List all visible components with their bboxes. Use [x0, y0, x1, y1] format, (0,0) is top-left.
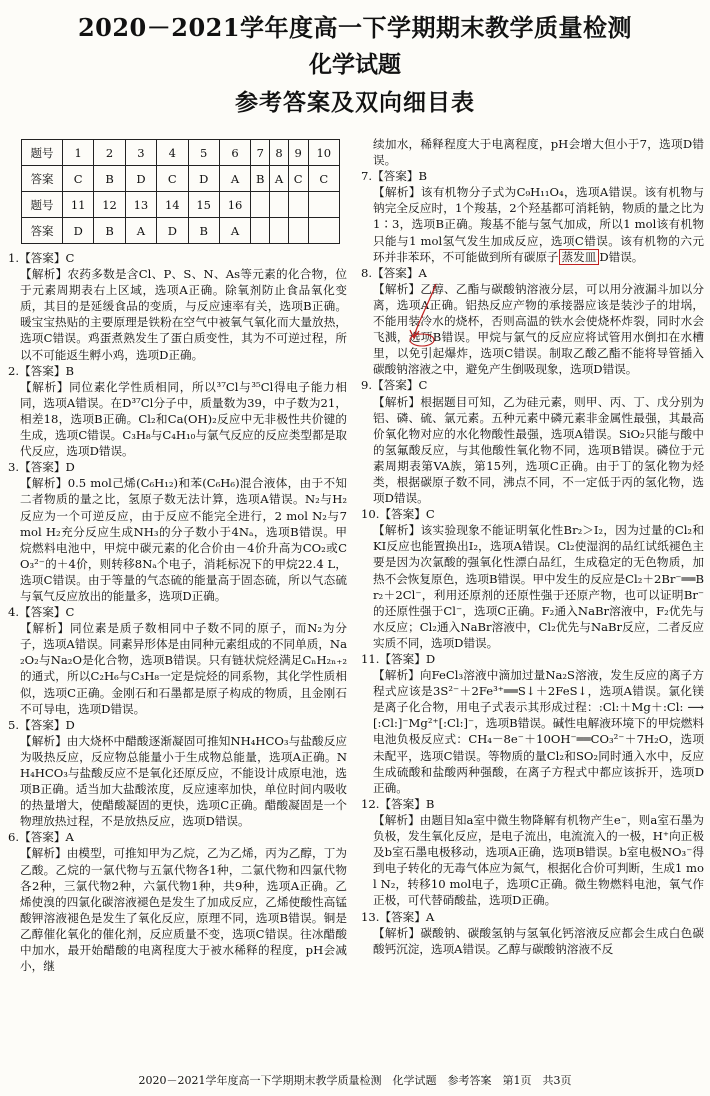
solution-11-answer: 11.【答案】D: [361, 652, 436, 666]
solution-1-explanation: 【解析】农药多数是含Cl、P、S、N、As等元素的化合物，位于元素周期表右上区域，选项A正确。除氧剂防止食品氧化变质，其目的是延缓食品的变质，与反应速率有关，选项B正确。暖宝宝热贴的主要原理是铁粉在空气中被氧气氧化而大量放热，选项C错误。鸡蛋煮熟发生了蛋白质变性，其为不可逆过程，所以不可能返生孵小鸡，选项D正确。: [20, 267, 347, 362]
page-title: 2020－2021学年度高一下学期期末教学质量检测: [77, 13, 633, 42]
table-cell: D: [188, 166, 219, 192]
solution-10-answer: 10.【答案】C: [361, 507, 435, 522]
solution-2-answer: 2.【答案】B: [8, 363, 74, 378]
table-cell: C: [288, 166, 308, 192]
annotation-box: 蒸发皿: [559, 249, 600, 265]
table-cell: [288, 192, 308, 218]
table-cell: 6: [219, 140, 250, 166]
solution-13-answer: 13.【答案】A: [361, 909, 435, 924]
solution-13-explanation: 【解析】碳酸钠、碳酸氢钠与氢氧化钙溶液反应都会生成白色碳酸钙沉淀，选项A错误。乙醇与碳酸钠溶液不反: [373, 925, 704, 956]
table-cell: A: [125, 218, 156, 244]
table-cell: 5: [188, 140, 219, 166]
table-cell: 14: [157, 192, 188, 218]
table-cell: A: [219, 218, 250, 244]
table-cell: D: [63, 218, 94, 244]
table-cell: C: [308, 166, 339, 192]
table-cell: B: [94, 218, 125, 244]
solution-4-explanation: 【解析】同位素是质子数相同中子数不同的原子，而N₂为分子，选项A错误。同素异形体是由同种元素组成的不同单质，Na₂O₂与Na₂O是化合物，选项B错误。只有链状烷烃满足CₙH₂ₙ₊₂的通式，所以C₂H₆与C₃H₈一定是烷烃的同系物，其化学性质相似，选项C正确。金刚石和石墨都是原子构成的物质，且金刚石不可导电，选项D错误。: [20, 621, 347, 716]
table-row: [22, 140, 340, 166]
solution-7-answer: 7.【答案】B: [361, 169, 427, 184]
table-cell: 答案: [22, 166, 63, 192]
table-cell: [251, 218, 270, 244]
solution-7-explanation: 【解析】该有机物分子式为C₉H₁₁O₄，选项A错误。该有机物与钠完全反应时，1个羧基，2个羟基都可消耗钠，物质的量之比为1∶3，选项B正确。羧基不能与氢气加成，所以1 mol该有机物只能与1 mol氢气发生加成反应，选项C错误。该有机物的六元环并非苯环，不可能做到所有碳原子 蒸发皿 D错误。: [373, 185, 704, 264]
table-cell: [308, 218, 339, 244]
solution-9-explanation: 【解析】根据题目可知，乙为硅元素，则甲、丙、丁、戊分别为铝、磷、硫、氯元素。五种元素中磷元素非金属性最强，其最高价氧化物对应的水化物酸性最强，选项A错误。SiO₂只能与酸中的氢氟酸反应，与其他酸性氧化物不同，选项B错误。磷位于元素周期表第VA族，第15列，选项C正确。由于丁的氢化物为烃类，根据碳原子数不同，沸点不同，不一定低于丙的氢化物，选项D错误。: [373, 394, 704, 506]
table-cell: [270, 218, 289, 244]
table-cell: 7: [251, 140, 270, 166]
table-cell: 11: [63, 192, 94, 218]
answer-table: [21, 139, 340, 244]
table-cell: 8: [270, 140, 289, 166]
solution-5-explanation: 【解析】由大烧杯中醋酸逐渐凝固可推知NH₄HCO₃与盐酸反应为吸热反应，反应物总能量小于生成物总能量，选项A正确。NH₄HCO₃与盐酸反应不是氧化还原反应，不能设计成原电池，选项B正确。适当加大盐酸浓度，反应速率加快，单位时间内吸收的热量增大，使醋酸凝固的更快，选项C正确。醋酸凝固是一个物理放热过程，不是放热反应，选项D错误。: [20, 733, 347, 829]
table-cell: B: [94, 166, 125, 192]
table-row: [22, 218, 340, 244]
solution-12-answer: 12.【答案】B: [361, 796, 435, 811]
solution-8-explanation: 【解析】乙醇、乙酯与碳酸钠溶液分层，可以用分液漏斗加以分离，选项A正确。铝热反应产物的承接器应该是装沙子的坩埚，不能用装冷水的烧杯，否则高温的铁水会使烧杯炸裂，同时水会飞溅，选项B错误。甲烷与氯气的反应应将试管用水倒扣在水槽里，以免引起爆炸，选项C错误。制取乙酸乙酯不能将导管插入碳酸钠溶液之中，避免产生倒吸现象，选项D错误。: [373, 281, 704, 377]
table-cell: D: [125, 166, 156, 192]
table-cell: 1: [63, 140, 94, 166]
table-cell: A: [219, 166, 250, 192]
table-row: [22, 166, 340, 192]
solution-2-explanation: 【解析】同位素化学性质相同，所以³⁷Cl与³⁵Cl得电子能力相同，选项A错误。在D³⁷Cl分子中，质量数为39，中子数为21，相差18，选项B正确。Cl₂和Ca(OH)₂反应中无非极性共价键的生成，选项C错误。C₃H₈与C₄H₁₀与氯气反应的反应类型都是取代反应，选项D错误。: [20, 379, 347, 459]
table-cell: 13: [125, 192, 156, 218]
table-cell: [251, 192, 270, 218]
subject-title: 化学试题: [309, 51, 401, 78]
solution-9-answer: 9.【答案】C: [361, 378, 428, 393]
solution-6-continued: 续加水，稀释程度大于电离程度，pH会增大但小于7，选项D错误。: [373, 137, 704, 168]
solution-1-answer: 1.【答案】C: [8, 251, 75, 265]
table-cell: B: [251, 166, 270, 192]
table-cell: D: [157, 218, 188, 244]
right-column: [359, 136, 704, 957]
table-cell: 题号: [22, 140, 63, 166]
page-footer: 2020－2021学年度高一下学期期末教学质量检测 化学试题 参考答案 第1页 共3页: [138, 1074, 572, 1087]
solution-11-explanation: 【解析】向FeCl₃溶液中滴加过量Na₂S溶液，发生反应的离子方程式应该是3S²⁻＋2Fe³⁺══S↓＋2FeS↓，选项A错误。氯化镁是离子化合物，用电子式表示其形成过程：:Cl:＋Mg＋:Cl: ⟶ [:Cl:]⁻Mg²⁺[:Cl:]⁻，选项B错误。碱性电解液环境下的甲烷燃料电池负极反应式：CH₄－8e⁻＋10OH⁻══CO₃²⁻＋7H₂O，选项未配平，选项C错误。等物质的量Cl₂和SO₂同时通入水中，反应生成硫酸和盐酸两种强酸，在离子方程式中都应该拆开，选项D正确。: [373, 668, 704, 795]
solution-6-explanation: 【解析】由模型，可推知甲为乙烷，乙为乙烯，丙为乙醇，丁为乙酸。乙烷的一氯代物与五氯代物各1种，二氯代物和四氯代物各2种，三氯代物2种，六氯代物1种，共9种，选项A正确。乙烯使溴的四氯化碳溶液褪色是发生了加成反应，乙烯使酸性高锰酸钾溶液褪色是发生了氧化反应，原理不同，选项B错误。铜是乙醇催化氧化的催化剂，反应质量不变，选项C错误。往冰醋酸中加水，最开始醋酸的电离程度大于被水稀释的程度，pH会减小，继: [20, 846, 347, 974]
table-cell: C: [157, 166, 188, 192]
table-cell: 10: [308, 140, 339, 166]
table-cell: 3: [125, 140, 156, 166]
table-cell: A: [270, 166, 289, 192]
table-cell: 16: [219, 192, 250, 218]
table-cell: 4: [157, 140, 188, 166]
table-row: [22, 192, 340, 218]
solution-8-answer: 8.【答案】A: [361, 265, 427, 280]
table-cell: 12: [94, 192, 125, 218]
solution-4-answer: 4.【答案】C: [8, 605, 75, 620]
table-cell: [270, 192, 289, 218]
table-cell: C: [63, 166, 94, 192]
solution-3-answer: 3.【答案】D: [8, 460, 75, 475]
solution-3-explanation: 【解析】0.5 mol己烯(C₆H₁₂)和苯(C₆H₆)混合液体，由于不知二者物质的量之比，氢原子数无法计算，选项A错误。N₂与H₂反应为一个可逆反应，由于反应不能完全进行，2 mol N₂与7 mol H₂充分反应生成NH₃的分子数小于4Nₐ，选项B错误。甲烷燃料电池中，甲烷中碳元素的化合价由－4价升高为CO₂或CO₃²⁻的＋4价，则转移8Nₐ个电子，消耗标况下的甲烷22.4 L，选项C错误。由于等量的气态硫的能量高于固态硫，所以气态硫与氧气反应放出的能量多，选项D正确。: [20, 476, 347, 603]
solution-6-answer: 6.【答案】A: [8, 830, 74, 845]
left-column: [6, 250, 347, 974]
table-cell: 题号: [22, 192, 63, 218]
table-cell: 答案: [22, 218, 63, 244]
table-cell: 9: [288, 140, 308, 166]
section-title: 参考答案及双向细目表: [235, 89, 475, 116]
solution-5-answer: 5.【答案】D: [8, 717, 75, 732]
table-cell: [288, 218, 308, 244]
table-cell: [308, 192, 339, 218]
table-cell: 15: [188, 192, 219, 218]
solution-10-explanation: 【解析】该实验现象不能证明氧化性Br₂＞I₂，因为过量的Cl₂和KI反应也能置换出I₂，选项A错误。Cl₂使湿润的品红试纸褪色主要是因为次氯酸的强氧化性漂白品红，生成稳定的无色物质，加热不会恢复原色，选项B错误。甲中发生的反应是Cl₂＋2Br⁻══Br₂＋2Cl⁻，利用还原剂的还原性强于还原产物，也可以证明Br⁻的还原性强于Cl⁻，选项C正确。F₂通入NaBr溶液中，F₂优先与水反应；Cl₂通入NaBr溶液中，Cl₂优先与NaBr反应，二者反应实质不同，选项D错误。: [373, 523, 704, 650]
table-cell: B: [188, 218, 219, 244]
solution-12-explanation: 【解析】由题目知a室中微生物降解有机物产生e⁻，则a室石墨为负极，发生氧化反应，是电子流出，电流流入的一极，H⁺向正极及b室石墨电极移动，选项A正确，选项B错误。b室电极NO₃⁻得到电子转化的无毒气体应为氮气，根据化合价可判断，生成1 mol N₂，转移10 mol电子，选项C正确。微生物燃料电池，氧气作正极，可代替硝酸盐，选项D正确。: [373, 812, 704, 908]
table-cell: 2: [94, 140, 125, 166]
